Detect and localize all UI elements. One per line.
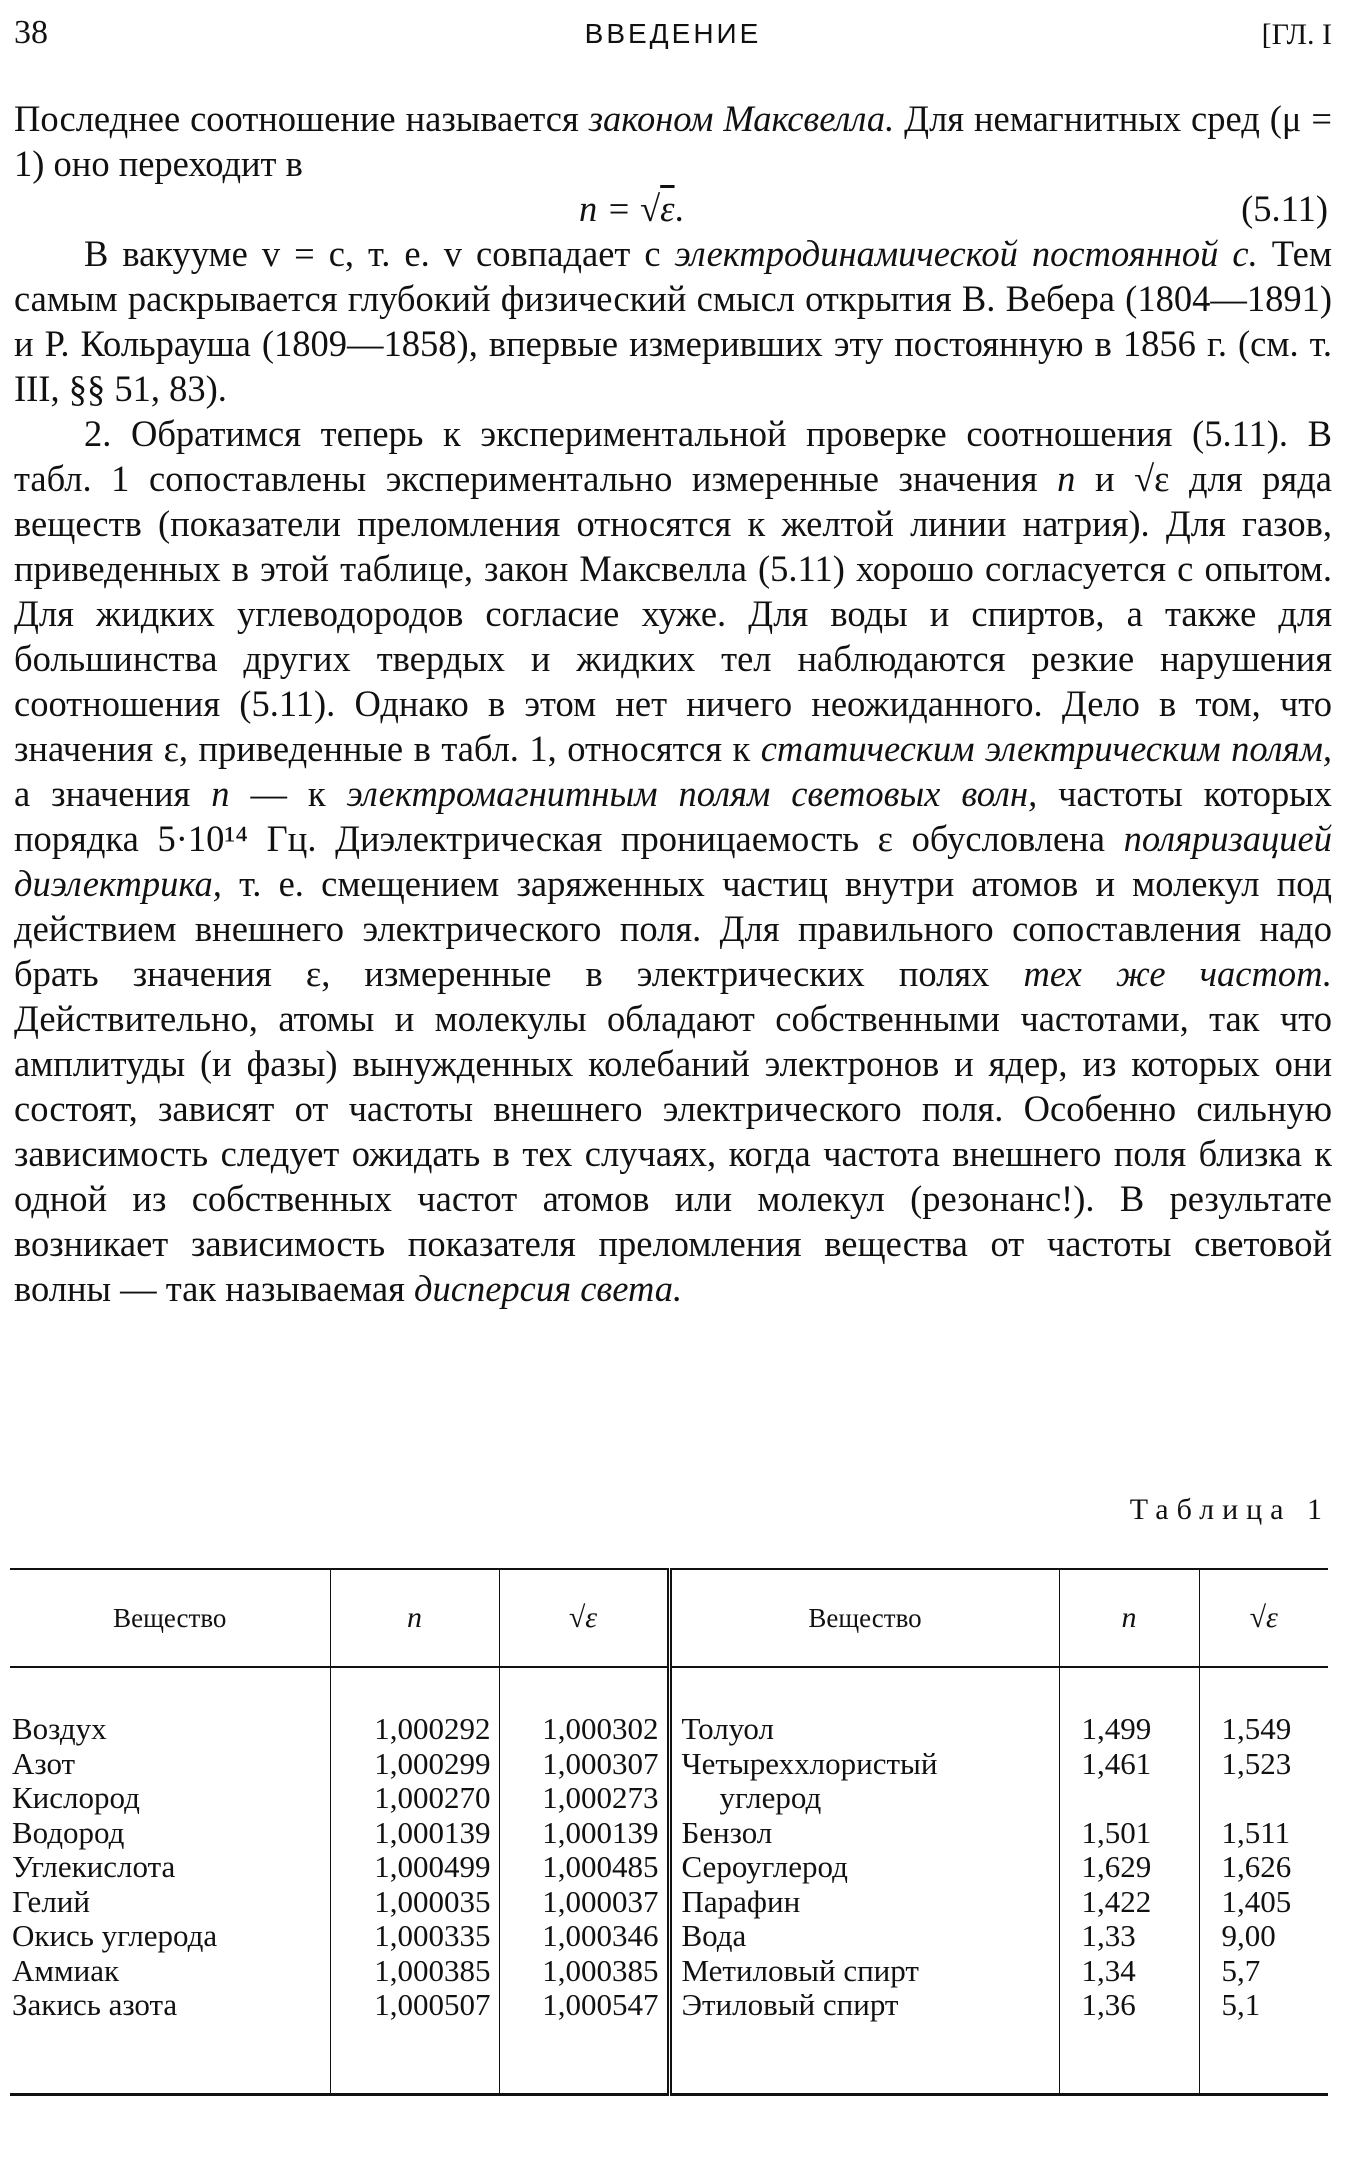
cell (669, 1781, 1059, 1816)
cell: Азот (10, 1747, 330, 1782)
table-row (10, 1850, 1328, 1885)
cell: 1,36 (1059, 1988, 1199, 2094)
cell: Аммиак (10, 1954, 330, 1989)
cell: Окись углерода (10, 1919, 330, 1954)
cell: 1,000273 (499, 1781, 669, 1816)
paragraph-text: Последнее соотношение называется (14, 98, 589, 139)
cell: Этиловый спирт (669, 1988, 1059, 2094)
paragraph-text: В вакууме v = c, т. е. v совпадает с (84, 233, 675, 274)
body-text (14, 96, 1332, 1311)
cell: 1,422 (1059, 1885, 1199, 1920)
table-row (10, 1885, 1328, 1920)
equation-number: (5.11) (1241, 188, 1328, 229)
cell: 1,000037 (499, 1885, 669, 1920)
cell: Метиловый спирт (669, 1954, 1059, 1989)
cell: Сероуглерод (669, 1850, 1059, 1885)
cell: Четыреххлористый (669, 1747, 1059, 1782)
formula-5-11 (579, 186, 684, 231)
cell: 1,000270 (330, 1781, 499, 1816)
paragraph-text: т. е. смещением заряженных частиц внутри атомов и молекул под действием внешнего электрического поля. Для правильного сопоставления надо брать значения ε, измеренные в электрических полях (14, 863, 1332, 994)
cell: Воздух (10, 1667, 330, 1747)
cell: 1,000307 (499, 1747, 669, 1782)
paragraph-vacuum (14, 231, 1332, 411)
paragraph-text: частоты которых порядка 5·10¹⁴ Гц. Диэлектрическая проницаемость ε обусловлена (14, 773, 1332, 859)
formula-radicand: ε (660, 188, 675, 229)
paragraph-text: а значения (14, 773, 212, 814)
formula-tail: . (674, 188, 684, 229)
page-number: 38 (14, 14, 48, 51)
cell: 1,511 (1221, 1814, 1291, 1850)
column-header-sqrt-eps: √ε (1199, 1569, 1328, 1667)
cell: 1,000139 (330, 1816, 499, 1851)
cell: 1,000299 (330, 1747, 499, 1782)
cell: 1,000139 (499, 1816, 669, 1851)
cell: 1,000507 (330, 1988, 499, 2094)
cell: 1,34 (1059, 1954, 1199, 1989)
paragraph-text: Тем самым раскрывается глубокий физический смысл открытия В. Вебера (1804—1891) и Р. Кольрауша (1809—1858), впервые измеривших эту постоянную в 1856 г. (см. т. III, §§ 51, 83). (14, 233, 1332, 409)
cell-continuation: углерод (719, 1780, 822, 1815)
cell (1059, 1781, 1199, 1816)
cell: 1,629 (1059, 1850, 1199, 1885)
paragraph-text: 2. Обратимся теперь к экспериментальной проверке соотношения (5.11). В табл. 1 сопоставлены экспериментально измеренные значения (14, 413, 1332, 499)
table-row (10, 1954, 1328, 1989)
cell: Водород (10, 1816, 330, 1851)
formula-lhs: n = √ (579, 188, 661, 229)
chapter-label: [ГЛ. I (1261, 18, 1332, 51)
running-header (14, 14, 1332, 58)
italic-term: дисперсия света. (414, 1268, 683, 1309)
cell: Углекислота (10, 1850, 330, 1885)
cell: Вода (669, 1919, 1059, 1954)
column-header-substance: Вещество (669, 1569, 1059, 1667)
cell: 1,33 (1059, 1919, 1199, 1954)
cell: 1,000385 (499, 1954, 669, 1989)
running-title: ВВЕДЕНИЕ (584, 18, 762, 49)
paragraph-text: Действительно, атомы и молекулы обладают собственными частотами, так что амплитуды (и фазы) вынужденных колебаний электронов и ядер, из которых они состоят, зависят от частоты внешнего электрического поля. Особенно сильную зависимость следует ожидать в тех случаях, когда частота внешнего поля близка к одной из собственных частот атомов или молекул (резонанс!). В результате возникает зависимость показателя преломления вещества от частоты световой волны — так называемая (14, 998, 1332, 1309)
italic-term: законом Максвелла. (588, 98, 895, 139)
paragraph-experimental-check (14, 411, 1332, 1311)
table-row (10, 1667, 1328, 1747)
data-table (10, 1568, 1328, 2096)
cell: 1,501 (1059, 1816, 1199, 1851)
cell (1199, 1781, 1328, 1816)
paragraph-text: — к (229, 773, 347, 814)
table-1 (10, 1568, 1328, 2096)
cell: 5,1 (1199, 1988, 1328, 2094)
cell: Кислород (10, 1781, 330, 1816)
cell: 1,000385 (330, 1954, 499, 1989)
italic-term: статическим электрическим полям, (760, 728, 1332, 769)
cell: 1,523 (1221, 1745, 1292, 1781)
paragraph-text: и √ε для ряда веществ (показатели преломления относятся к желтой линии натрия). Для газов, приведенных в этой таблице, закон Максвелла (5.11) хорошо согласуется с опытом. Для жидких углеводородов согласие хуже. Для воды и спиртов, а также для большинства других твердых и жидких тел наблюдаются резкие нарушения соотношения (5.11). Однако в этом нет ничего неожиданного. Дело в том, что значения ε, приведенные в табл. 1, относятся к (14, 458, 1332, 769)
cell: 1,000035 (330, 1885, 499, 1920)
cell: Гелий (10, 1885, 330, 1920)
table-row (10, 1747, 1328, 1782)
italic-symbol: n (1057, 458, 1076, 499)
italic-term: поляризацией диэлектрика, (14, 818, 1332, 904)
table-row (10, 1816, 1328, 1851)
cell: 1,000292 (330, 1667, 499, 1747)
cell: 1,000335 (330, 1919, 499, 1954)
table-header-row (10, 1569, 1328, 1667)
cell: 9,00 (1221, 1918, 1276, 1953)
cell: 1,626 (1221, 1849, 1292, 1884)
italic-term: тех же частот. (1023, 953, 1333, 994)
cell: Закись азота (10, 1988, 330, 2094)
table-row (10, 1781, 1328, 1816)
cell: 1,461 (1059, 1747, 1199, 1782)
italic-term: электромагнитным полям световых волн, (346, 773, 1038, 814)
italic-term: электродинамической постоянной c. (674, 233, 1258, 274)
cell: 1,549 (1221, 1711, 1292, 1746)
cell: Бензол (669, 1816, 1059, 1851)
column-header-substance: Вещество (10, 1569, 330, 1667)
table-caption: Таблица 1 (1129, 1493, 1330, 1526)
italic-symbol: n (211, 773, 230, 814)
cell: Парафин (669, 1885, 1059, 1920)
cell: 1,000302 (499, 1667, 669, 1747)
paragraph-text: Для немагнитных сред (μ = 1) оно переходит в (14, 98, 1333, 184)
cell: Толуол (669, 1667, 1059, 1747)
column-header-n: n (1059, 1569, 1199, 1667)
table-row (10, 1988, 1328, 2094)
cell: 1,000499 (330, 1850, 499, 1885)
paragraph-maxwell-law (14, 96, 1332, 186)
table-row (10, 1919, 1328, 1954)
cell: 1,000346 (499, 1919, 669, 1954)
cell: 1,405 (1221, 1883, 1292, 1919)
column-header-n: n (330, 1569, 499, 1667)
formula-line (14, 186, 1332, 231)
cell: 1,499 (1059, 1667, 1199, 1747)
cell: 5,7 (1221, 1952, 1261, 1988)
cell: 1,000485 (499, 1850, 669, 1885)
cell: 1,000547 (499, 1988, 669, 2094)
column-header-sqrt-eps: √ε (499, 1569, 669, 1667)
